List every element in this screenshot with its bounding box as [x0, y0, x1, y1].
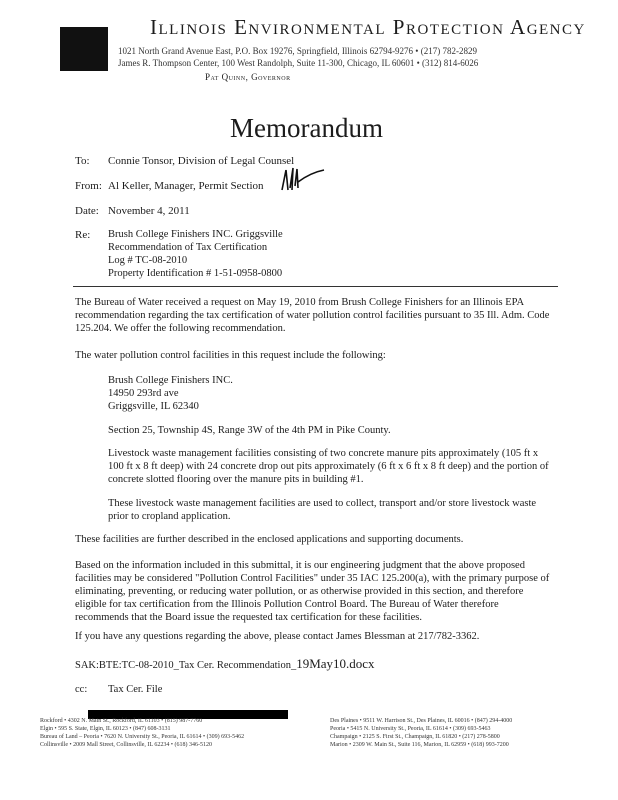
- to-label: To:: [75, 155, 90, 167]
- from-label: From:: [75, 180, 102, 192]
- cc-value: Tax Cer. File: [108, 684, 163, 695]
- re-line: Log # TC-08-2010: [108, 255, 188, 266]
- date-value: November 4, 2011: [108, 205, 190, 217]
- facility-address-street: 14950 293rd ave: [108, 388, 179, 399]
- file-reference-path: SAK:BTE:TC-08-2010_Tax Cer. Recommendation_: [75, 660, 297, 671]
- footer-office: Rockford • 4302 N. Main St., Rockford, IL 61103 • (815) 987-7760: [40, 718, 203, 724]
- re-line: Recommendation of Tax Certification: [108, 242, 268, 253]
- to-value: Connie Tonsor, Division of Legal Counsel: [108, 155, 295, 167]
- footer-offices-left: [40, 717, 300, 749]
- intro-paragraph: The Bureau of Water received a request on May 19, 2010 from Brush College Finishers for an Illinois EPA recommendation regarding the tax certification of water pollution control facilities pursuant to 35 Ill. Adm. Code 125.204. We offer the following recommendation.: [75, 297, 550, 334]
- agency-logo: [60, 27, 108, 71]
- from-value: Al Keller, Manager, Permit Section: [108, 180, 264, 192]
- footer-office: Bureau of Land – Peoria • 7620 N. University St., Peoria, IL 61614 • (309) 693-5462: [40, 734, 245, 740]
- agency-name: Illinois Environmental Protection Agency: [150, 15, 586, 39]
- footer-office: Collinsville • 2009 Mall Street, Collinsville, IL 62234 • (618) 346-5120: [40, 742, 212, 748]
- file-reference-name: 19May10.docx: [296, 656, 375, 671]
- page-title: Memorandum: [230, 113, 383, 143]
- file-reference: [75, 656, 375, 672]
- cc-label: cc:: [75, 684, 88, 695]
- date-label: Date:: [75, 205, 99, 217]
- signature-initials: [278, 164, 328, 196]
- facility-purpose: These livestock waste management facilities are used to collect, transport and/or store livestock waste prior to cropland application.: [108, 498, 537, 522]
- footer-office: Marion • 2309 W. Main St., Suite 116, Marion, IL 62959 • (618) 993-7200: [330, 742, 509, 748]
- legal-description: Section 25, Township 4S, Range 3W of the 4th PM in Pike County.: [108, 425, 391, 436]
- facility-address-city: Griggsville, IL 62340: [108, 401, 199, 412]
- footer-office: Des Plaines • 9511 W. Harrison St., Des Plaines, IL 60016 • (847) 294-4000: [330, 718, 513, 724]
- header-divider: [73, 286, 558, 287]
- agency-address-springfield: 1021 North Grand Avenue East, P.O. Box 19276, Springfield, Illinois 62794-9276 • (217) 782-2829: [118, 46, 477, 56]
- footer-office: Champaign • 2125 S. First St., Champaign, IL 61820 • (217) 278-5800: [330, 734, 500, 740]
- re-line: Brush College Finishers INC. Griggsville: [108, 229, 283, 240]
- governor-line: Pat Quinn, Governor: [205, 72, 291, 82]
- facility-description: Livestock waste management facilities consisting of two concrete manure pits approximately (105 ft x 100 ft x 8 ft deep) with 24 concrete drop out pits approximately (6 ft x 6 ft x 8 ft deep) and the portion of concrete slotted flooring over the manure pits in building #1.: [108, 448, 549, 485]
- re-line: Property Identification # 1-51-0958-0800: [108, 268, 283, 279]
- supporting-documents-note: These facilities are further described in the enclosed applications and supporting documents.: [75, 534, 464, 545]
- facilities-intro: The water pollution control facilities in this request include the following:: [75, 350, 386, 361]
- engineering-judgment: Based on the information included in this submittal, it is our engineering judgment that the above proposed facilities may be considered "Pollution Control Facilities" under 35 IAC 125.200(a), with the primary purpose of eliminating, preventing, or reducing water pollution, or as otherwise provided in this section, and therefore eligible for tax certification from the Illinois Pollution Control Board. The Bureau of Water therefore recommends that the Board issue the requested tax certification for these facilities.: [75, 560, 550, 623]
- facility-name: Brush College Finishers INC.: [108, 375, 233, 386]
- contact-paragraph: If you have any questions regarding the above, please contact James Blessman at 217/782-3362.: [75, 631, 480, 642]
- footer-office: Peoria • 5415 N. University St., Peoria, IL 61614 • (309) 693-5463: [330, 726, 491, 732]
- footer-office: Elgin • 595 S. State, Elgin, IL 60123 • (847) 608-3131: [40, 726, 171, 732]
- agency-address-chicago: James R. Thompson Center, 100 West Randolph, Suite 11-300, Chicago, IL 60601 • (312) 814-6026: [118, 58, 479, 68]
- re-label: Re:: [75, 229, 91, 241]
- footer-offices-right: [330, 717, 590, 749]
